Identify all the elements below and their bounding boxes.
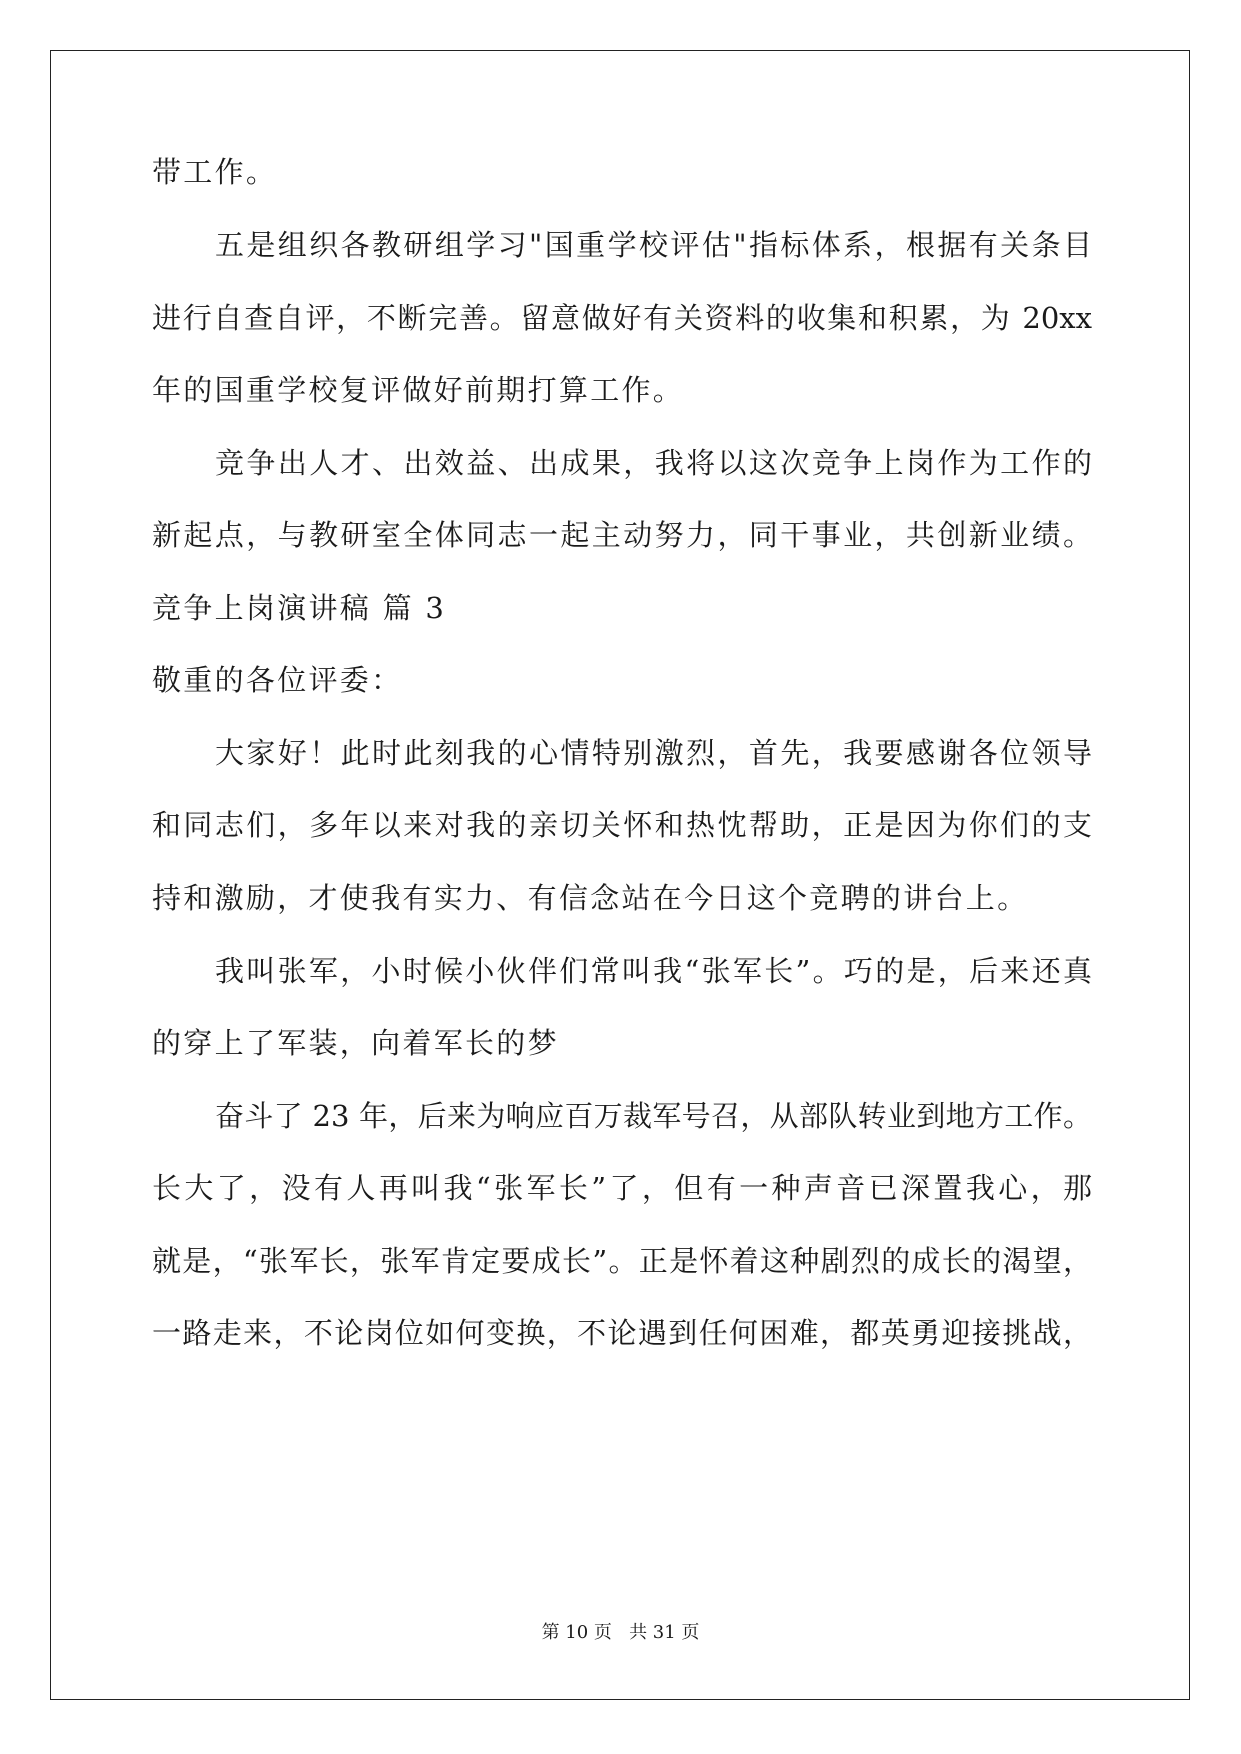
text-line: 五是组织各教研组学习"国重学校评估"指标体系，根据有关条目 [215,228,1092,262]
text-line: 就是，“张军长，张军肯定要成长”。正是怀着这种剧烈的成长的渴望， [152,1244,1092,1278]
text-line: 大家好！此时此刻我的心情特别激烈，首先，我要感谢各位领导 [215,736,1092,770]
text-line: 年的国重学校复评做好前期打算工作。 [152,373,685,407]
text-line: 奋斗了 23 年，后来为响应百万裁军号召，从部队转业到地方工作。 [215,1099,1092,1133]
text-line: 进行自查自评，不断完善。留意做好有关资料的收集和积累，为 20xx [152,301,1092,335]
text-line: 一路走来，不论岗位如何变换，不论遇到任何困难，都英勇迎接挑战， [152,1316,1092,1350]
text-line: 的穿上了军装，向着军长的梦 [152,1026,559,1060]
section-heading: 竞争上岗演讲稿 篇 3 [152,591,447,625]
salutation: 敬重的各位评委： [152,663,403,697]
text-line: 持和激励，才使我有实力、有信念站在今日这个竞聘的讲台上。 [152,881,1029,915]
text-line: 带工作。 [152,155,278,189]
text-line: 和同志们，多年以来对我的亲切关怀和热忱帮助，正是因为你们的支 [152,808,1092,842]
text-line: 新起点，与教研室全体同志一起主动努力，同干事业，共创新业绩。 [152,518,1092,552]
text-line: 竞争出人才、出效益、出成果，我将以这次竞争上岗作为工作的 [215,446,1092,480]
text-line: 我叫张军，小时候小伙伴们常叫我“张军长”。巧的是，后来还真 [215,954,1092,988]
text-line: 长大了，没有人再叫我“张军长”了，但有一种声音已深置我心，那 [152,1171,1092,1205]
page-number-footer: 第 10 页 共 31 页 [541,1622,700,1643]
